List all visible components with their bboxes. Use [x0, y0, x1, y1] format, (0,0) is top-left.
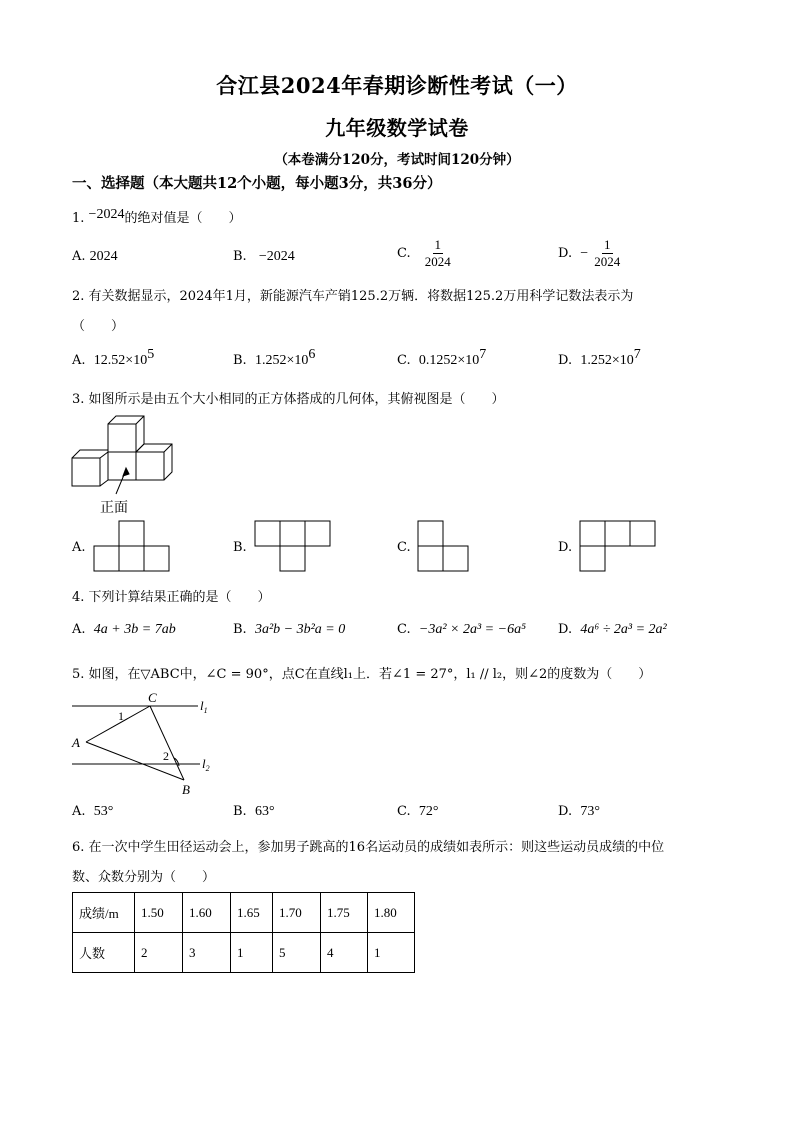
grid-square	[119, 521, 144, 546]
grid-square	[119, 546, 144, 571]
cube-face	[108, 424, 136, 452]
table-cell: 1	[231, 933, 273, 973]
question-1-text: 的绝对值是（ ）	[124, 211, 242, 226]
point-A-label: A	[72, 735, 80, 750]
option-exponent: 6	[308, 347, 316, 362]
option-value: 72°	[418, 804, 439, 819]
grid-square	[630, 521, 655, 546]
question-2-option-a	[72, 347, 155, 369]
question-5-option-d	[558, 804, 600, 820]
option-label: C.	[397, 622, 411, 637]
question-3-option-a-label: A.	[72, 540, 86, 555]
table-row	[73, 933, 415, 973]
question-3-option-d-label: D.	[558, 540, 573, 555]
question-5-stem: 5. 如图，在▽ABC中，∠C = 90°，点C在直线l₁上．若∠1 = 27°，l₁ // l₂，则∠2的度数为（ ）	[72, 667, 652, 682]
option-label: A.	[72, 249, 86, 264]
table-cell: 3	[183, 933, 231, 973]
grid-square	[280, 546, 305, 571]
question-5-option-a	[72, 804, 113, 820]
question-1-number: 1.	[72, 211, 85, 226]
question-1-option-d	[558, 237, 622, 270]
option-label: A.	[72, 804, 86, 819]
option-base: 1.252×10	[254, 353, 309, 368]
option-base: 0.1252×10	[418, 353, 480, 368]
question-3-option-c-label: C.	[397, 540, 411, 555]
exam-note: （本卷满分120分，考试时间120分钟）	[274, 152, 520, 168]
option-exponent: 7	[479, 347, 487, 362]
option-label: D.	[558, 353, 573, 368]
table-cell: 2	[135, 933, 183, 973]
option-value: −2024	[258, 249, 295, 264]
grid-square	[443, 546, 468, 571]
table-cell: 1	[368, 933, 415, 973]
grid-square	[144, 546, 169, 571]
option-label: A.	[72, 622, 86, 637]
option-label: B.	[233, 249, 247, 264]
line-l2-label: $l_2$	[202, 756, 210, 773]
fraction	[423, 237, 453, 270]
exam-title: 合江县2024年春期诊断性考试（一）	[216, 73, 578, 98]
question-1-option-b	[233, 249, 295, 265]
grid-square	[94, 546, 119, 571]
triangle-parallel-lines-figure	[70, 688, 220, 800]
cube-edge	[100, 452, 108, 458]
option-label: C.	[397, 353, 411, 368]
option-label: C.	[397, 804, 411, 819]
line-l1-label: $l_1$	[200, 698, 208, 715]
cube-edge	[100, 480, 108, 486]
question-5-option-c	[397, 804, 439, 820]
option-expression: 4a + 3b = 7ab	[93, 622, 176, 637]
exam-subtitle: 九年级数学试卷	[325, 116, 469, 140]
question-2-option-b	[233, 347, 316, 369]
fraction	[592, 237, 622, 270]
question-4-option-b	[233, 622, 345, 638]
option-value: 73°	[580, 804, 600, 819]
question-3-option-a-figure	[92, 520, 172, 572]
option-exponent: 7	[633, 347, 641, 362]
question-1-option-a	[72, 249, 118, 265]
question-4-option-d	[558, 622, 667, 638]
front-arrow-head	[123, 468, 129, 476]
option-label: D.	[558, 804, 573, 819]
option-label: B.	[233, 804, 247, 819]
table-cell: 1.65	[231, 893, 273, 933]
table-cell: 1.70	[273, 893, 321, 933]
table-cell: 5	[273, 933, 321, 973]
option-label: A.	[72, 353, 86, 368]
point-B-label: B	[182, 782, 190, 797]
question-4-option-c	[397, 622, 526, 638]
grid-square	[255, 521, 280, 546]
grid-square	[305, 521, 330, 546]
option-label: C.	[397, 246, 411, 261]
grid-square	[605, 521, 630, 546]
table-cell: 1.50	[135, 893, 183, 933]
cube-face	[108, 452, 136, 480]
results-table	[72, 892, 415, 973]
table-row-header: 人数	[73, 933, 135, 973]
option-base: 1.252×10	[580, 353, 634, 368]
option-expression: −3a² × 2a³ = −6a⁵	[418, 622, 526, 637]
grid-square	[418, 546, 443, 571]
table-row-header: 成绩/m	[73, 893, 135, 933]
question-6-line1: 6. 在一次中学生田径运动会上，参加男子跳高的16名运动员的成绩如表所示：则这些运动员成绩的中位	[72, 840, 665, 855]
question-1-value: −2024	[88, 207, 125, 222]
question-3-stem: 3. 如图所示是由五个大小相同的正方体搭成的几何体，其俯视图是（ ）	[72, 392, 505, 407]
grid-square	[418, 521, 443, 546]
option-label: D.	[558, 246, 573, 261]
minus-sign: −	[580, 246, 589, 261]
question-2-option-d	[558, 347, 641, 369]
table-cell: 1.80	[368, 893, 415, 933]
question-6-line2: 数、众数分别为（ ）	[72, 870, 216, 885]
fraction-denominator: 2024	[594, 254, 621, 269]
question-3-option-b-label: B.	[233, 540, 247, 555]
question-5-option-b	[233, 804, 275, 820]
option-value: 63°	[254, 804, 275, 819]
angle-1-label: 1	[118, 709, 124, 723]
grid-square	[280, 521, 305, 546]
question-2-line1: 2. 有关数据显示，2024年1月，新能源汽车产销125.2万辆．将数据125.2万用科学记数法表示为	[72, 289, 634, 304]
cube-solid-figure	[70, 412, 190, 522]
option-value: 53°	[93, 804, 114, 819]
grid-square	[580, 521, 605, 546]
fraction-denominator: 2024	[424, 254, 451, 269]
option-base: 12.52×10	[93, 353, 148, 368]
cube-face	[72, 458, 100, 486]
table-cell: 1.75	[321, 893, 368, 933]
question-3-option-d-figure	[578, 520, 658, 572]
question-3-option-c-figure	[416, 520, 472, 572]
cube-edge	[136, 416, 144, 424]
option-label: B.	[233, 622, 247, 637]
table-row	[73, 893, 415, 933]
option-label: D.	[558, 622, 573, 637]
question-4-stem: 4. 下列计算结果正确的是（ ）	[72, 590, 271, 605]
question-2-line2: （ ）	[72, 319, 125, 334]
question-1-stem	[72, 207, 241, 227]
option-value: 2024	[89, 249, 118, 264]
question-1-option-c	[397, 237, 453, 270]
option-expression: 4a⁶ ÷ 2a³ = 2a²	[580, 622, 667, 637]
question-2-option-c	[397, 347, 487, 369]
table-cell: 1.60	[183, 893, 231, 933]
fraction-numerator: 1	[604, 237, 611, 252]
cube-edge	[72, 450, 108, 458]
option-exponent: 5	[147, 347, 155, 362]
question-3-option-b-figure	[253, 520, 333, 572]
table-cell: 4	[321, 933, 368, 973]
cube-face	[136, 452, 164, 480]
question-4-option-a	[72, 622, 176, 638]
angle-2-label: 2	[163, 749, 169, 763]
fraction-numerator: 1	[434, 237, 442, 252]
front-label: 正面	[100, 500, 128, 516]
grid-square	[580, 546, 605, 571]
point-C-label: C	[148, 690, 157, 705]
section-heading: 一、选择题（本大题共12个小题，每小题3分，共36分）	[72, 175, 442, 192]
option-expression: 3a²b − 3b²a = 0	[254, 622, 346, 637]
option-label: B.	[233, 353, 247, 368]
cube-edge	[164, 444, 172, 452]
